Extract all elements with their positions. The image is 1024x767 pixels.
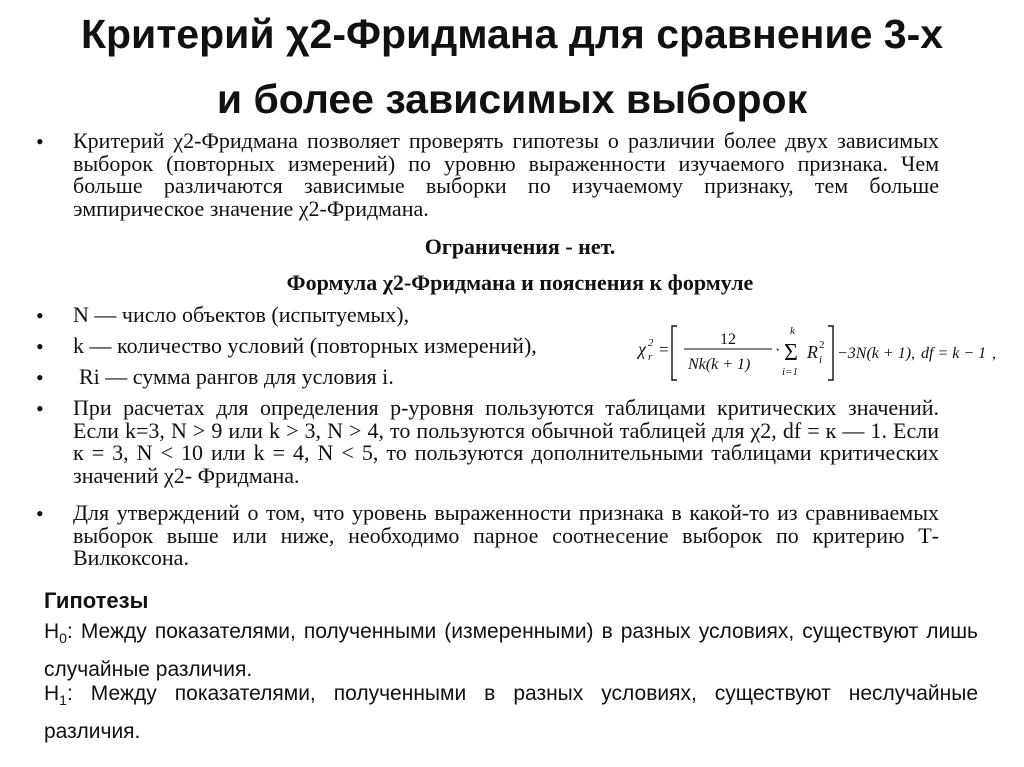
formula-r-sub: i: [819, 354, 823, 366]
formula-equals: =: [659, 340, 669, 359]
h1-subscript: 1: [59, 692, 67, 709]
hypothesis-h0: [44, 616, 978, 685]
formula-sum-top: k: [790, 325, 795, 337]
friedman-formula: [632, 322, 1002, 382]
h0-text: : Между показателями, полученными (измеренными) в разных условиях, существуют лишь случайные различия.: [44, 620, 978, 682]
formula-comma: ,: [992, 345, 996, 362]
h1-text: : Между показателями, полученными в разных условиях, существуют неслучайные различия.: [44, 682, 978, 744]
formula-chi-sup: 2: [648, 337, 654, 349]
formula-numerator: 12: [720, 331, 736, 348]
slide-title-line-1: Критерий χ2-Фридмана для сравнение 3-х: [80, 11, 944, 57]
slide-title-line-2: и более зависимых выборок: [216, 76, 808, 122]
formula-denominator: Nk(k + 1): [688, 356, 751, 373]
bullet-marker: •: [36, 396, 44, 421]
hypotheses-heading: Гипотезы: [44, 588, 149, 613]
tables-paragraph: При расчетах для определения р-уровня пользуются таблицами критических значений. Если k=3, N > 9 или k > 3, N > 4, то пользуются обычной таблицей для χ2, df = к — 1. Если к = 3, N < 10 или k = 4, N < 5, то пользуются дополнительными таблицами критических значений χ2- Фридмана.: [73, 395, 939, 488]
bullet-marker: •: [36, 501, 44, 526]
definition-n: N — число объектов (испытуемых),: [73, 302, 410, 327]
h0-label: H: [44, 620, 60, 643]
formula-r: R: [807, 342, 818, 362]
description-paragraph: Критерий χ2-Фридмана позволяет проверять гипотезы о различии более двух зависимых выборок (повторных измерений) по уровню выраженности изучаемого признака. Чем больше различаются зависимые выборки по изучаемому признаку, тем больше эмпирическое значение χ2-Фридмана.: [73, 128, 939, 221]
bullet-marker: •: [36, 365, 44, 390]
formula-dot: ·: [775, 342, 781, 359]
hypothesis-h1: [44, 678, 978, 747]
formula-r-sup: 2: [819, 339, 825, 351]
formula-heading: Формула χ2-Фридмана и пояснения к формуле: [286, 270, 754, 295]
formula-tail: −3N(k + 1),: [837, 345, 916, 362]
definition-k: k — количество условий (повторных измерений),: [73, 333, 537, 358]
h0-subscript: 0: [59, 630, 67, 647]
wilcoxon-paragraph: Для утверждений о том, что уровень выраженности признака в какой-то из сравниваемых выборок выше или ниже, необходимо парное соотнесение выборок по критерию Т-Вилкоксона.: [73, 500, 939, 571]
restrictions-line: Ограничения - нет.: [424, 234, 616, 259]
bullet-marker: •: [36, 129, 44, 154]
definition-ri: Ri — сумма рангов для условия i.: [79, 364, 394, 389]
formula-chi: χ: [638, 339, 646, 359]
formula-sum: Σ: [784, 340, 798, 366]
formula-chi-sub: r: [648, 351, 653, 363]
formula-df: df = k − 1: [921, 345, 987, 362]
bullet-marker: •: [36, 303, 44, 328]
formula-sum-bottom: i=1: [782, 366, 798, 378]
bullet-marker: •: [36, 334, 44, 359]
h1-label: H: [44, 682, 60, 705]
